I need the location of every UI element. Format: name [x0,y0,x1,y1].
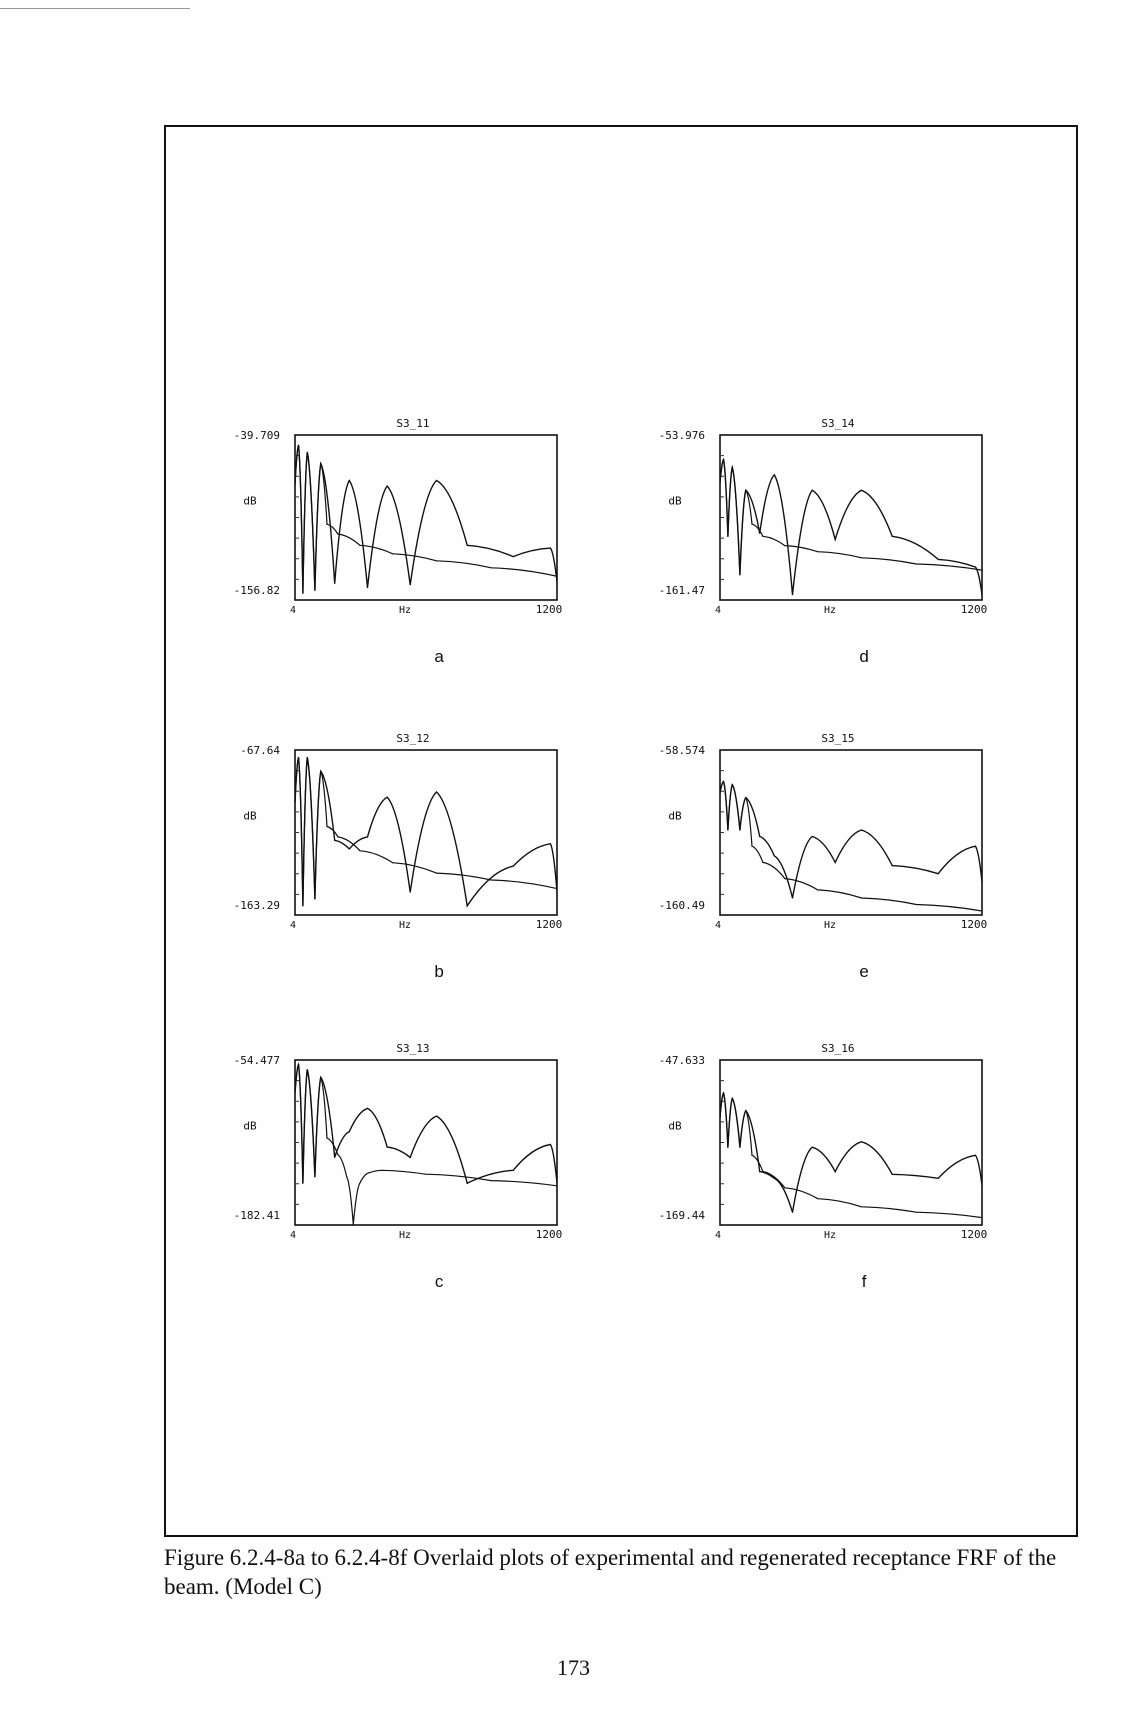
data-point [762,1171,763,1172]
y-min-label: -160.49 [658,899,705,912]
data-point [367,587,368,588]
data-point [467,545,468,546]
data-point [550,548,551,549]
chart-svg-a [195,395,635,675]
data-point [491,567,492,568]
data-point [307,452,308,453]
data-point [349,1131,350,1132]
data-point [337,836,338,837]
series-line-regenerated [720,460,982,575]
data-point [835,539,836,540]
data-point [916,563,917,564]
data-point [436,791,437,792]
data-point [892,865,893,866]
x-min-label: 4 [289,605,297,616]
x-axis-label: Hz [399,920,412,931]
figure-caption: Figure 6.2.4-8a to 6.2.4-8f Overlaid plots of experimental and regenerated receptance FRF of the beam. (Model C) [164,1545,1057,1599]
data-point [727,829,728,830]
x-max-label: 1200 [960,918,988,931]
data-point [762,536,763,537]
data-point [550,1144,551,1145]
y-min-label: -182.41 [233,1209,280,1222]
page-number: 173 [557,1655,590,1680]
data-point [861,490,862,491]
data-point [975,1155,976,1156]
series-line-experimental [720,460,982,595]
data-point [745,1110,746,1111]
chart-title: S3_11 [396,417,430,430]
y-max-label: -54.477 [233,1054,280,1067]
panel-letter: d [859,647,869,666]
data-point [436,872,437,873]
series-line-regenerated [720,782,982,912]
data-point [513,1170,514,1171]
chart-svg-d [620,395,1060,675]
plot-frame [720,1060,982,1225]
data-point [326,826,327,827]
data-point [387,797,388,798]
data-point [337,533,338,534]
y-axis-label: dB [668,809,682,823]
x-max-label: 1200 [535,603,563,616]
data-point [367,1108,368,1109]
chart-title: S3_13 [396,1042,430,1055]
data-point [298,757,299,758]
series-line-regenerated [295,1065,557,1225]
data-point [410,584,411,585]
data-point [739,1147,740,1148]
data-point [320,463,321,464]
data-point [334,583,335,584]
y-min-label: -156.82 [233,584,280,597]
data-point [425,1174,426,1175]
data-point [367,836,368,837]
data-point [349,848,350,849]
plot-panel-d [620,395,1060,675]
plot-panel-f [620,1020,1060,1300]
chart-svg-c [195,1020,635,1300]
data-point [392,862,393,863]
data-point [739,829,740,830]
data-point [792,594,793,595]
data-point [861,1141,862,1142]
data-point [727,1147,728,1148]
data-point [467,1183,468,1184]
data-point [349,480,350,481]
x-max-label: 1200 [535,918,563,931]
data-point [410,1157,411,1158]
data-point [346,1176,347,1177]
chart-title: S3_15 [821,732,855,745]
chart-title: S3_16 [821,1042,855,1055]
data-point [938,873,939,874]
x-axis-label: Hz [824,605,837,616]
data-point [359,545,360,546]
data-point [491,1180,492,1181]
data-point [307,1069,308,1070]
data-point [975,566,976,567]
data-point [759,533,760,534]
data-point [334,840,335,841]
data-point [817,1198,818,1199]
y-min-label: -161.47 [658,584,705,597]
data-point [812,836,813,837]
data-point [892,536,893,537]
x-min-label: 4 [289,1230,297,1241]
data-point [359,1183,360,1184]
series-line-experimental [295,1065,557,1184]
data-point [762,862,763,863]
data-point [326,1137,327,1138]
data-point [320,1077,321,1078]
data-point [467,905,468,906]
data-point [835,862,836,863]
data-point [938,559,939,560]
data-point [387,486,388,487]
data-point [784,545,785,546]
data-point [436,1116,437,1117]
series-line-regenerated [295,758,557,906]
data-point [792,1212,793,1213]
x-axis-label: Hz [824,920,837,931]
data-point [835,1171,836,1172]
y-max-label: -67.64 [240,744,280,757]
data-point [817,889,818,890]
data-point [298,1064,299,1065]
data-point [817,551,818,552]
x-axis-label: Hz [399,605,412,616]
data-point [550,843,551,844]
series-line-experimental [720,1093,982,1212]
data-point [812,490,813,491]
panel-letter: f [861,1272,867,1291]
chart-title: S3_12 [396,732,430,745]
plot-frame [720,435,982,600]
data-point [916,1212,917,1213]
data-point [298,445,299,446]
data-point [861,829,862,830]
data-point [302,593,303,594]
data-point [381,1170,382,1171]
data-point [732,1098,733,1099]
data-point [774,855,775,856]
chart-svg-b [195,710,635,990]
y-axis-label: dB [243,1119,257,1133]
data-point [387,1146,388,1147]
data-point [751,846,752,847]
data-point [745,797,746,798]
y-min-label: -169.44 [658,1209,705,1222]
data-point [892,1174,893,1175]
data-point [302,905,303,906]
data-point [759,836,760,837]
data-point [491,879,492,880]
data-point [774,474,775,475]
data-point [326,524,327,525]
plot-panel-c [195,1020,635,1300]
data-point [337,1154,338,1155]
data-point [751,523,752,524]
x-min-label: 4 [714,1230,722,1241]
y-axis-label: dB [243,809,257,823]
data-point [334,1157,335,1158]
data-point [792,897,793,898]
y-axis-label: dB [668,1119,682,1133]
top-rule [0,8,190,9]
data-point [723,781,724,782]
data-point [359,850,360,851]
panel-letter: a [434,647,444,666]
data-point [314,1176,315,1177]
series-line-experimental [720,782,982,899]
data-point [368,1172,369,1173]
chart-svg-e [620,710,1060,990]
plot-panel-a [195,395,635,675]
y-max-label: -53.976 [658,429,705,442]
x-min-label: 4 [714,920,722,931]
data-point [302,1183,303,1184]
data-point [436,480,437,481]
data-point [314,590,315,591]
data-point [812,1147,813,1148]
plot-panel-b [195,710,635,990]
y-min-label: -163.29 [233,899,280,912]
x-max-label: 1200 [960,603,988,616]
x-max-label: 1200 [960,1228,988,1241]
data-point [320,771,321,772]
y-max-label: -47.633 [658,1054,705,1067]
y-axis-label: dB [668,494,682,508]
panel-letter: b [434,962,444,981]
y-axis-label: dB [243,494,257,508]
plot-frame [295,1060,557,1225]
data-point [745,490,746,491]
chart-svg-f [620,1020,1060,1300]
panel-letter: e [859,962,869,981]
y-max-label: -39.709 [233,429,280,442]
data-point [916,904,917,905]
data-point [513,866,514,867]
chart-title: S3_14 [821,417,855,430]
data-point [784,1187,785,1188]
data-point [307,757,308,758]
x-min-label: 4 [714,605,722,616]
data-point [732,467,733,468]
data-point [975,846,976,847]
x-axis-label: Hz [824,1230,837,1241]
x-axis-label: Hz [399,1230,412,1241]
data-point [759,1171,760,1172]
data-point [727,536,728,537]
data-point [938,1178,939,1179]
plot-panel-e [620,710,1060,990]
data-point [353,1224,354,1225]
series-line-experimental [295,445,557,593]
data-point [410,891,411,892]
data-point [861,557,862,558]
data-point [751,1155,752,1156]
x-max-label: 1200 [535,1228,563,1241]
data-point [732,784,733,785]
data-point [436,560,437,561]
data-point [784,878,785,879]
data-point [314,898,315,899]
data-point [861,897,862,898]
data-point [861,1206,862,1207]
data-point [392,553,393,554]
data-point [723,1092,724,1093]
data-point [513,556,514,557]
data-point [723,459,724,460]
x-min-label: 4 [289,920,297,931]
y-max-label: -58.574 [658,744,705,757]
panel-letter: c [434,1272,444,1291]
data-point [739,574,740,575]
series-line-regenerated [720,1093,982,1218]
